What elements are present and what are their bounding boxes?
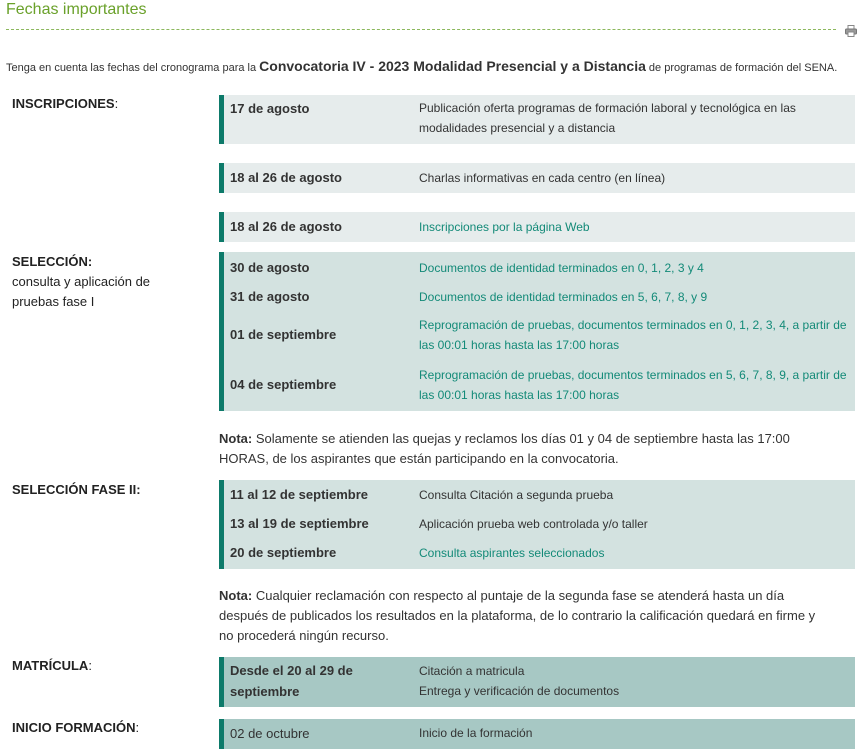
section-label-seleccion-fase-2: SELECCIÓN FASE II: xyxy=(12,482,141,497)
schedule-row xyxy=(219,163,855,193)
schedule-description: Inicio de la formación xyxy=(419,726,533,740)
schedule-date: 13 al 19 de septiembre xyxy=(230,516,369,531)
schedule-date: 18 al 26 de agosto xyxy=(230,219,342,234)
section-label-matricula: MATRÍCULA: xyxy=(12,658,92,673)
page-title: Fechas importantes xyxy=(6,1,147,18)
intro-prefix: Tenga en cuenta las fechas del cronograma para la xyxy=(6,62,260,74)
schedule-group xyxy=(219,252,855,411)
schedule-date: 31 de agosto xyxy=(230,289,310,304)
schedule-description: Publicación oferta programas de formación laboral y tecnológica en las modalidades presencial y a distancia xyxy=(419,101,796,135)
schedule-description-link[interactable]: Documentos de identidad terminados en 5, 6, 7, 8, y 9 xyxy=(419,290,708,304)
schedule-row xyxy=(219,95,855,144)
schedule-date: Desde el 20 al 29 de septiembre xyxy=(230,663,353,699)
section-label-seleccion: SELECCIÓN: consulta y aplicación de pruebas fase I xyxy=(12,254,151,309)
section-label-inscripciones: INSCRIPCIONES: xyxy=(12,96,119,111)
section-label-inicio-formacion: INICIO FORMACIÓN: xyxy=(12,720,140,735)
schedule-description-link[interactable]: Documentos de identidad terminados en 0, 1, 2, 3 y 4 xyxy=(419,261,704,275)
schedule-description: Charlas informativas en cada centro (en línea) xyxy=(419,171,666,185)
schedule-description-link[interactable]: Inscripciones por la página Web xyxy=(419,220,590,234)
schedule-description-link[interactable]: Consulta aspirantes seleccionados xyxy=(419,546,605,560)
schedule-description: Aplicación prueba web controlada y/o taller xyxy=(419,517,648,531)
note-seleccion-fase-2: Nota: Cualquier reclamación con respecto al puntaje de la segunda fase se atenderá hasta un día después de publicados los resultados en la plataforma, de lo contrario la calificación quedará en firme y no procederá ningún recurso. xyxy=(219,588,816,643)
note-seleccion: Nota: Solamente se atienden las quejas y reclamos los días 01 y 04 de septiembre hasta las 17:00 HORAS, de los aspirantes que están participando en la convocatoria. xyxy=(219,431,790,466)
schedule-date: 11 al 12 de septiembre xyxy=(230,487,369,502)
intro-highlight: Convocatoria IV - 2023 Modalidad Presencial y a Distancia xyxy=(259,58,646,74)
schedule-date: 17 de agosto xyxy=(230,101,310,116)
schedule-description-link[interactable]: Reprogramación de pruebas, documentos terminados en 5, 6, 7, 8, 9, a partir de las 00:01 horas hasta las 17:00 horas xyxy=(419,368,847,402)
intro-text xyxy=(6,58,837,74)
schedule-group xyxy=(219,480,855,569)
title-divider xyxy=(6,29,836,30)
schedule-row xyxy=(219,212,855,242)
schedule-date: 01 de septiembre xyxy=(230,327,337,342)
schedule-date: 30 de agosto xyxy=(230,260,310,275)
schedule-row xyxy=(219,657,855,707)
schedule-date: 18 al 26 de agosto xyxy=(230,170,342,185)
schedule-date: 20 de septiembre xyxy=(230,545,337,560)
schedule-row xyxy=(219,719,855,749)
schedule-description-link[interactable]: Reprogramación de pruebas, documentos terminados en 0, 1, 2, 3, 4, a partir de las 00:01 horas hasta las 17:00 horas xyxy=(419,318,847,352)
printer-icon[interactable] xyxy=(845,24,857,36)
intro-suffix: de programas de formación del SENA. xyxy=(645,62,838,74)
schedule-description: Citación a matricula Entrega y verificación de documentos xyxy=(419,664,620,698)
schedule-date: 04 de septiembre xyxy=(230,377,337,392)
schedule-description: Consulta Citación a segunda prueba xyxy=(419,488,614,502)
schedule-date: 02 de octubre xyxy=(230,726,310,741)
